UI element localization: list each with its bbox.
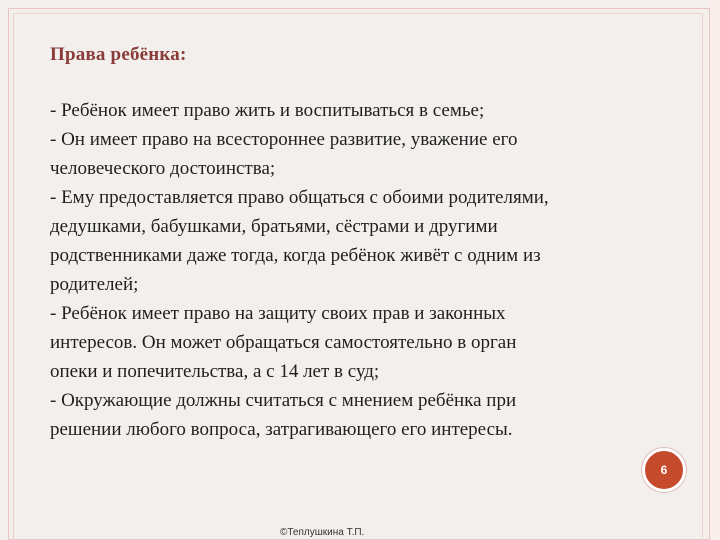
body-line: - Он имеет право на всестороннее развитие, уважение его xyxy=(50,129,518,150)
page-number-badge xyxy=(642,448,686,492)
body-line: - Ребёнок имеет право на защиту своих прав и законных xyxy=(50,303,506,324)
body-line: решении любого вопроса, затрагивающего его интересы. xyxy=(50,419,513,440)
body-line: - Ему предоставляется право общаться с обоими родителями, xyxy=(50,187,549,208)
body-line: интересов. Он может обращаться самостоятельно в орган xyxy=(50,332,517,353)
slide-body xyxy=(50,96,690,444)
author-footer: ©Теплушкина Т.П. xyxy=(280,527,365,538)
body-line: - Ребёнок имеет право жить и воспитываться в семье; xyxy=(50,100,485,121)
body-line: человеческого достоинства; xyxy=(50,158,276,179)
body-line: - Окружающие должны считаться с мнением ребёнка при xyxy=(50,390,517,411)
body-line: дедушками, бабушками, братьями, сёстрами и другими xyxy=(50,216,498,237)
body-line: родителей; xyxy=(50,274,139,295)
page-number: 6 xyxy=(660,463,668,477)
body-line: родственниками даже тогда, когда ребёнок живёт с одним из xyxy=(50,245,541,266)
slide-title: Права ребёнка: xyxy=(50,44,187,65)
body-line: опеки и попечительства, а с 14 лет в суд; xyxy=(50,361,380,382)
